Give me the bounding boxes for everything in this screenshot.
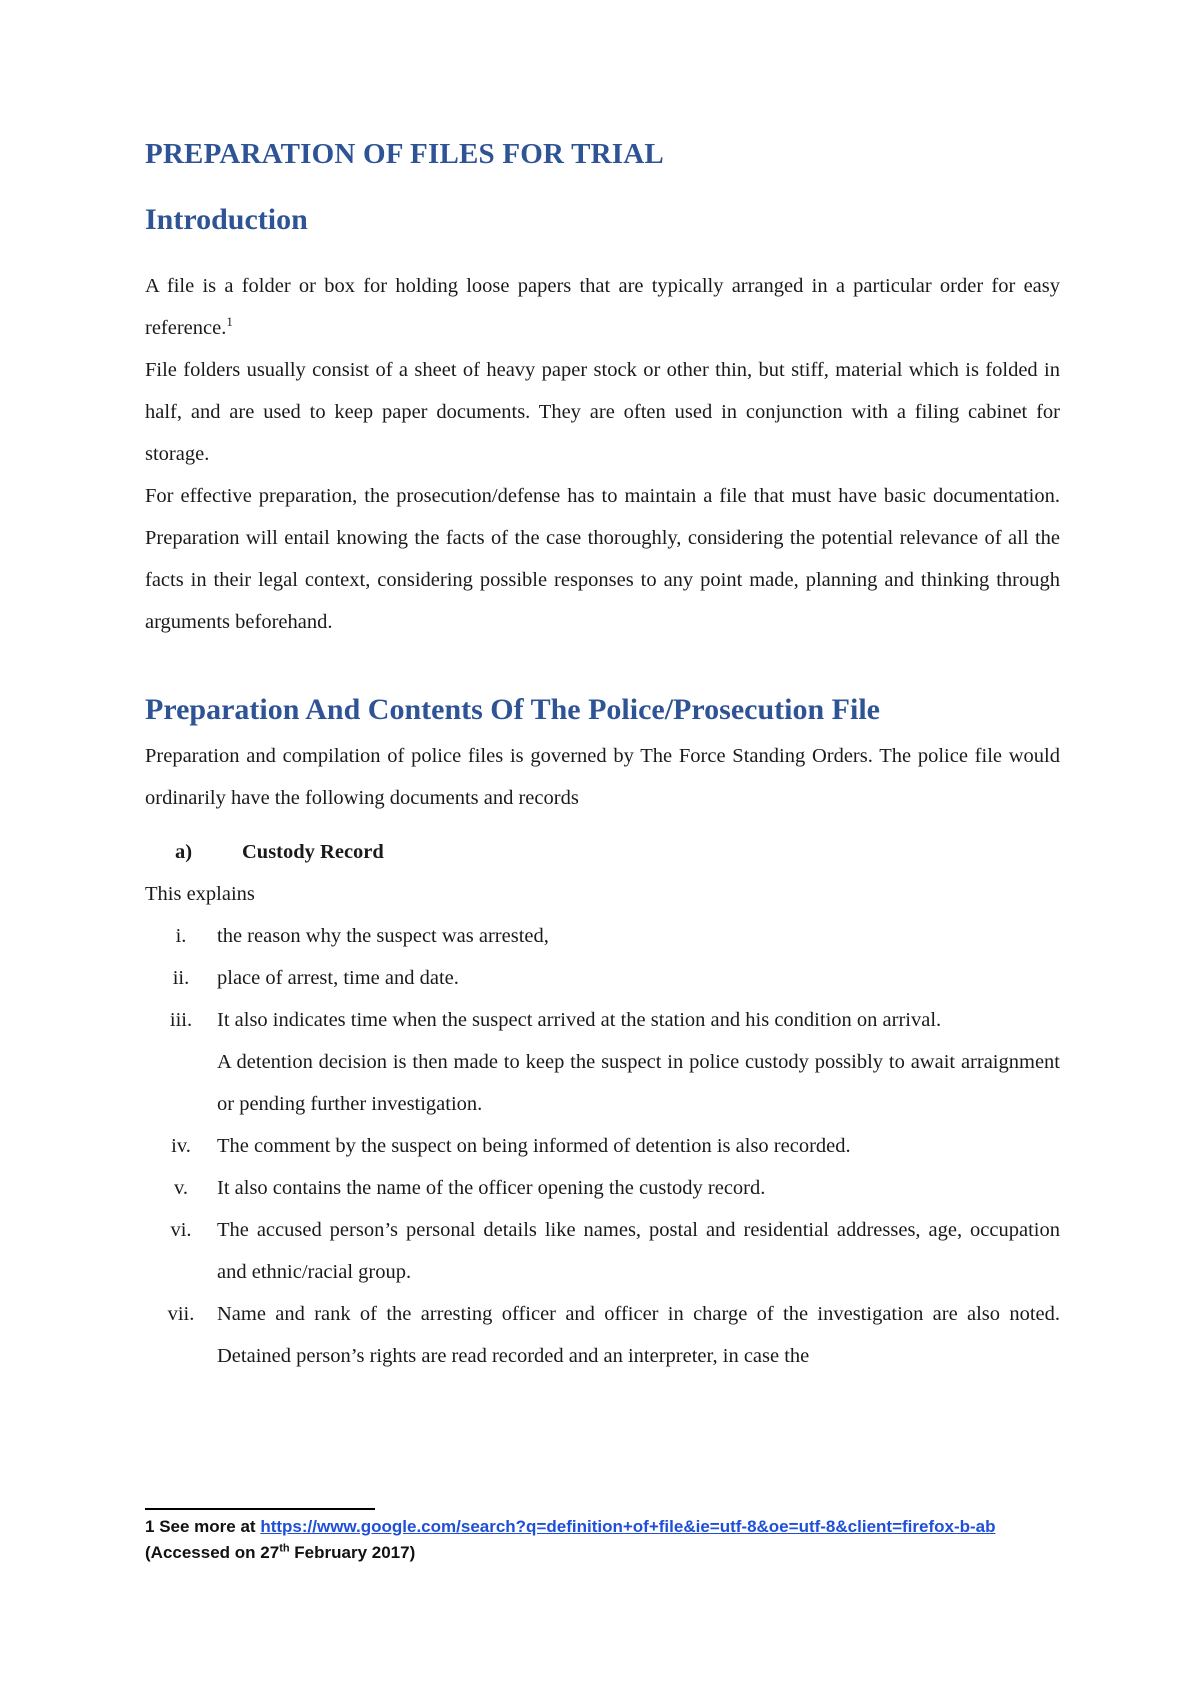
footnote [145,1514,1075,1566]
list-item [145,1167,1060,1209]
list-item-number: vi. [170,1219,192,1241]
footnote-reference[interactable]: 1 [226,314,233,330]
footnote-separator [145,1508,375,1510]
page-content [145,138,1060,1377]
accessed-ordinal: th [279,1542,290,1555]
intro-paragraph-1-text: A file is a folder or box for holding loose papers that are typically arranged in a particular order for easy reference. [145,275,1060,339]
list-item-number: iii. [169,1009,193,1031]
document-title: PREPARATION OF FILES FOR TRIAL [145,138,664,170]
footnote-number: 1 [145,1517,155,1536]
list-item-text: Name and rank of the arresting officer and officer in charge of the investigation are also noted. Detained person’s rights are read recorded and an interpreter, in case the [217,1303,1060,1367]
accessed-text-start: (Accessed on 27 [145,1543,280,1562]
list-item-text: It also indicates time when the suspect arrived at the station and his condition on arrival. [217,1009,942,1031]
list-item-text: It also contains the name of the officer opening the custody record. [217,1177,766,1199]
intro-paragraph-3: For effective preparation, the prosecution/defense has to maintain a file that must have basic documentation. Preparation will entail knowing the facts of the case thoroughly, considering the potential relevance of all the facts in their legal context, considering possible responses to any point made, planning and thinking through arguments beforehand. [145,485,1060,633]
custody-record-list [145,915,1060,1377]
section-paragraph-1: Preparation and compilation of police files is governed by The Force Standing Orders. The police file would ordinarily have the following documents and records [145,745,1060,809]
footnote-prefix: See more at [159,1517,256,1536]
list-item-text: The accused person’s personal details like names, postal and residential addresses, age, occupation and ethnic/racial group. [217,1219,1060,1283]
subheading-marker: a) [175,841,193,863]
list-item-text: A detention decision is then made to keep the suspect in police custody possibly to await arraignment or pending further investigation. [217,1051,1060,1115]
this-explains-text: This explains [145,883,255,905]
accessed-text-end: February 2017) [289,1543,416,1562]
list-item-text: place of arrest, time and date. [217,967,459,989]
introduction-heading: Introduction [145,203,308,236]
list-item-continuation [145,1041,1060,1125]
list-item [145,1125,1060,1167]
footnote-line-2 [145,1540,1075,1566]
list-item-text: The comment by the suspect on being informed of detention is also recorded. [217,1135,851,1157]
list-item-number: iv. [171,1135,191,1157]
list-item [145,957,1060,999]
list-item [145,1209,1060,1293]
subheading-title: Custody Record [242,841,384,863]
list-item [145,915,1060,957]
intro-paragraph-1 [145,265,1060,349]
list-item-number: i. [175,925,187,947]
list-item-number: ii. [172,967,190,989]
list-item [145,1293,1060,1377]
list-item [145,999,1060,1041]
list-item-text: the reason why the suspect was arrested, [217,925,549,947]
list-item-number [145,1041,217,1125]
intro-paragraph-2: File folders usually consist of a sheet of heavy paper stock or other thin, but stiff, material which is folded in half, and are used to keep paper documents. They are often used in conjunction with a filing cabinet for storage. [145,359,1060,465]
list-item-number: v. [173,1177,189,1199]
list-item-number: vii. [167,1303,195,1325]
footnote-line-1 [145,1514,1075,1540]
footnote-link[interactable]: https://www.google.com/search?q=definition+of+file&ie=utf-8&oe=utf-8&client=firefox-b-ab [260,1517,996,1536]
police-file-section-heading: Preparation And Contents Of The Police/Prosecution File [145,693,880,726]
custody-record-subheading [145,831,1060,873]
